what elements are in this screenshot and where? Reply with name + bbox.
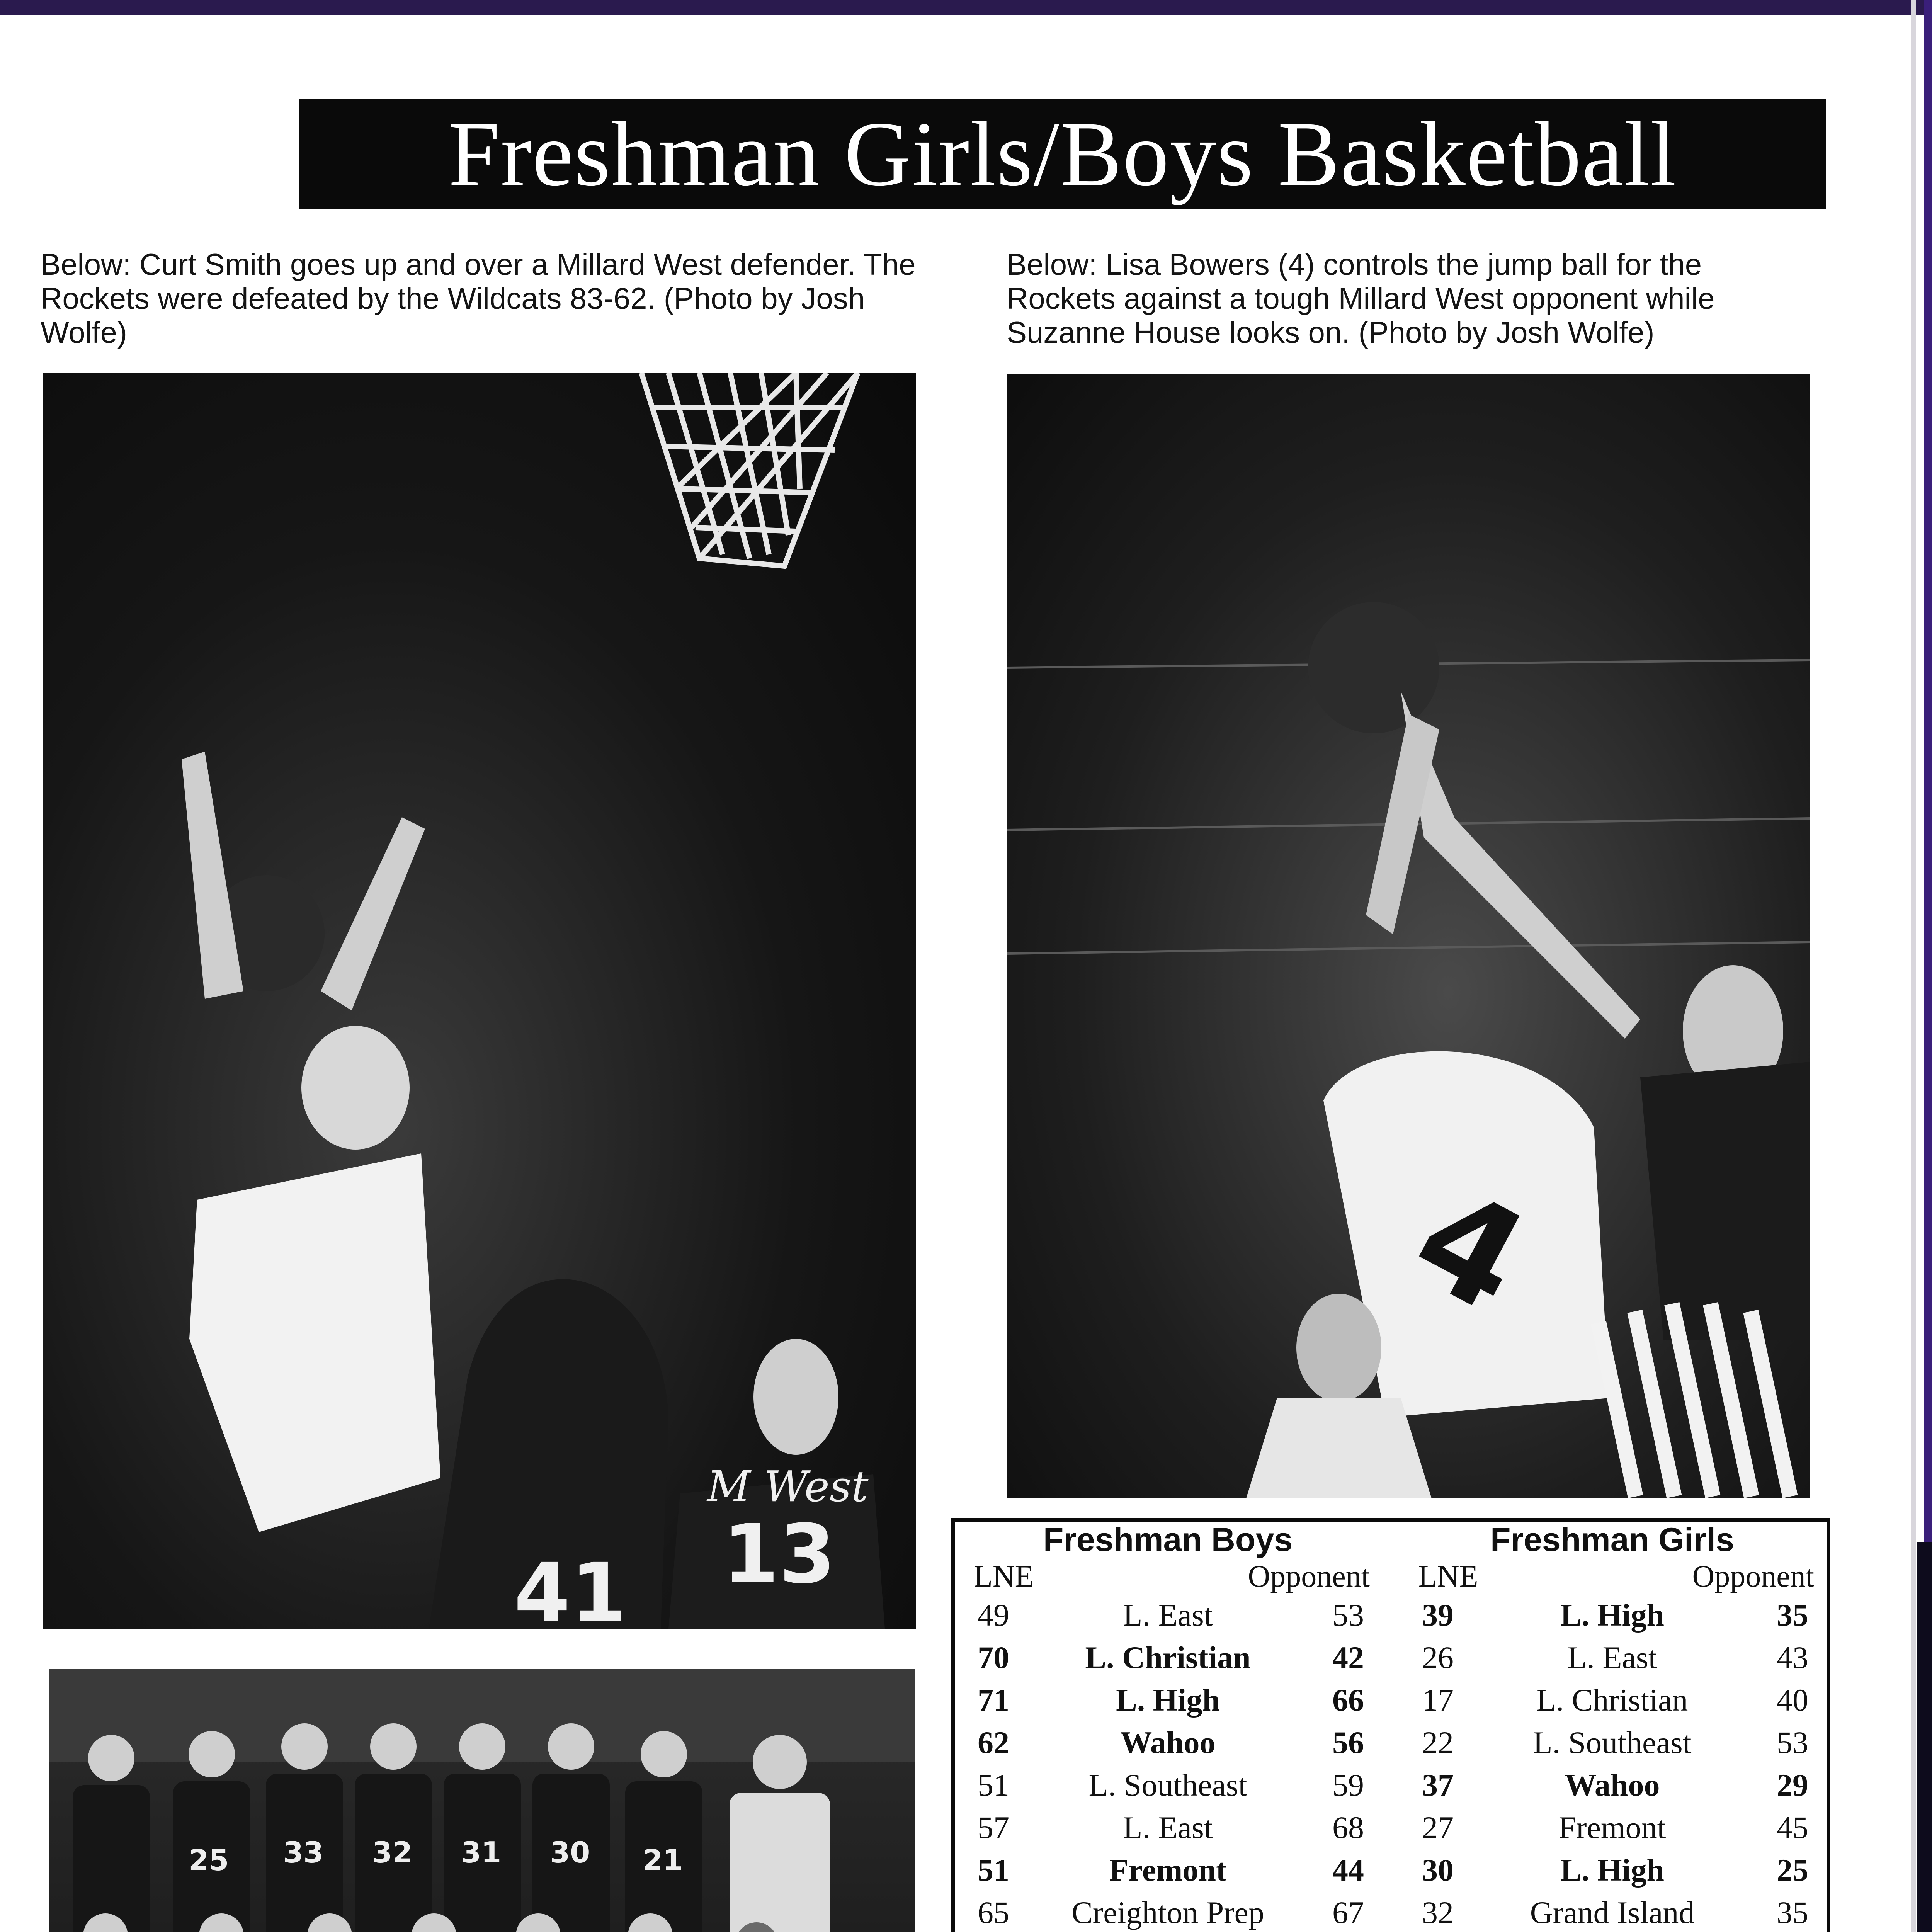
lne-score: 32 [1422, 1895, 1454, 1930]
page-edge [1911, 0, 1916, 1932]
result-row [1410, 1721, 1814, 1764]
lne-score: 51 [978, 1852, 1009, 1888]
opponent-name: Wahoo [1120, 1725, 1216, 1760]
opponent-score: 35 [1777, 1597, 1808, 1633]
caption-left: Below: Curt Smith goes up and over a Millard West defender. The Rockets were defeated by the Wildcats 83-62. (Photo by Josh Wolfe) [41, 247, 916, 349]
lne-score: 70 [978, 1640, 1009, 1675]
opponent-score: 25 [1777, 1852, 1808, 1888]
girls-results [1410, 1594, 1814, 1932]
opponent-name: L. Christian [1085, 1640, 1251, 1675]
result-row [1410, 1891, 1814, 1932]
lne-score: 62 [978, 1725, 1009, 1760]
result-row [1410, 1636, 1814, 1679]
opponent-name: L. Christian [1536, 1682, 1688, 1718]
result-row [966, 1679, 1370, 1721]
result-row [966, 1721, 1370, 1764]
jersey-inscription: M West [707, 1462, 869, 1511]
opponent-name: L. Southeast [1088, 1767, 1247, 1803]
opponent-score: 44 [1332, 1852, 1364, 1888]
boys-heading: Freshman Boys [1043, 1521, 1293, 1558]
boys-column-labels [966, 1559, 1370, 1594]
back-row-number: 30 [550, 1835, 590, 1869]
opponent-score: 43 [1777, 1640, 1808, 1675]
jersey-number-13: 13 [723, 1507, 836, 1602]
opponent-score: 40 [1777, 1682, 1808, 1718]
lne-score: 37 [1422, 1767, 1454, 1803]
back-row-number: 21 [643, 1843, 683, 1877]
opponent-score: 66 [1332, 1682, 1364, 1718]
girls-heading: Freshman Girls [1490, 1521, 1734, 1558]
title-banner [299, 99, 1826, 209]
opponent-name: Creighton Prep [1071, 1895, 1264, 1930]
lne-label: LNE [1418, 1560, 1478, 1594]
opponent-score: 59 [1332, 1767, 1364, 1803]
jersey-number-41: 41 [514, 1546, 627, 1629]
result-row [966, 1764, 1370, 1806]
scan-top-edge [0, 0, 1932, 15]
back-row-number: 32 [372, 1835, 413, 1869]
lne-score: 27 [1422, 1810, 1454, 1845]
opponent-name: L. High [1560, 1852, 1664, 1888]
photo-girls-jump-ball [1007, 374, 1810, 1498]
result-row [966, 1806, 1370, 1849]
opponent-score: 35 [1777, 1895, 1808, 1930]
result-row [966, 1594, 1370, 1636]
opponent-score: 42 [1332, 1640, 1364, 1675]
photo-team [49, 1669, 915, 1932]
opponent-name: L. High [1116, 1682, 1220, 1718]
binding-edge-dark [1917, 1542, 1932, 1932]
lne-score: 51 [978, 1767, 1009, 1803]
lne-score: 30 [1422, 1852, 1454, 1888]
opponent-name: L. High [1560, 1597, 1664, 1633]
boys-results [966, 1594, 1370, 1932]
opponent-name: Wahoo [1565, 1767, 1660, 1803]
lne-score: 65 [978, 1895, 1009, 1930]
lne-score: 22 [1422, 1725, 1454, 1760]
result-row [966, 1891, 1370, 1932]
opponent-name: L. Southeast [1533, 1725, 1692, 1760]
back-row-number: 25 [189, 1843, 229, 1877]
opponent-score: 53 [1332, 1597, 1364, 1633]
photo-boys-game [43, 373, 916, 1629]
lne-score: 17 [1422, 1682, 1454, 1718]
opponent-label: Opponent [1248, 1560, 1370, 1594]
result-row [1410, 1764, 1814, 1806]
opponent-name: Fremont [1109, 1852, 1227, 1888]
opponent-score: 67 [1332, 1895, 1364, 1930]
lne-score: 57 [978, 1810, 1009, 1845]
page-title: Freshman Girls/Boys Basketball [448, 102, 1677, 205]
schedule-girls [1410, 1520, 1814, 1932]
lne-score: 71 [978, 1682, 1009, 1718]
result-row [1410, 1806, 1814, 1849]
opponent-name: L. East [1123, 1597, 1213, 1633]
lne-label: LNE [974, 1560, 1034, 1594]
lne-score: 39 [1422, 1597, 1454, 1633]
basketball-net [641, 373, 858, 566]
back-row-number: 33 [283, 1835, 324, 1869]
opponent-score: 68 [1332, 1810, 1364, 1845]
opponent-label: Opponent [1692, 1560, 1814, 1594]
opponent-name: L. East [1567, 1640, 1657, 1675]
opponent-score: 56 [1332, 1725, 1364, 1760]
result-row [1410, 1679, 1814, 1721]
jersey-number-4: 4 [1389, 1155, 1551, 1344]
opponent-name: L. East [1123, 1810, 1213, 1845]
opponent-score: 53 [1777, 1725, 1808, 1760]
girls-column-labels [1410, 1559, 1814, 1594]
opponent-score: 29 [1777, 1767, 1808, 1803]
opponent-name: Grand Island [1530, 1895, 1695, 1930]
lne-score: 26 [1422, 1640, 1454, 1675]
back-row-number: 31 [461, 1835, 502, 1869]
result-row [1410, 1594, 1814, 1636]
caption-right: Below: Lisa Bowers (4) controls the jump ball for the Rockets against a tough Millard West opponent while Suzanne House looks on. (Photo by Josh Wolfe) [1007, 247, 1715, 349]
lne-score: 49 [978, 1597, 1009, 1633]
opponent-score: 45 [1777, 1810, 1808, 1845]
result-row [966, 1849, 1370, 1891]
schedule-boys [966, 1520, 1370, 1932]
opponent-name: Fremont [1558, 1810, 1666, 1845]
result-row [966, 1636, 1370, 1679]
result-row [1410, 1849, 1814, 1891]
